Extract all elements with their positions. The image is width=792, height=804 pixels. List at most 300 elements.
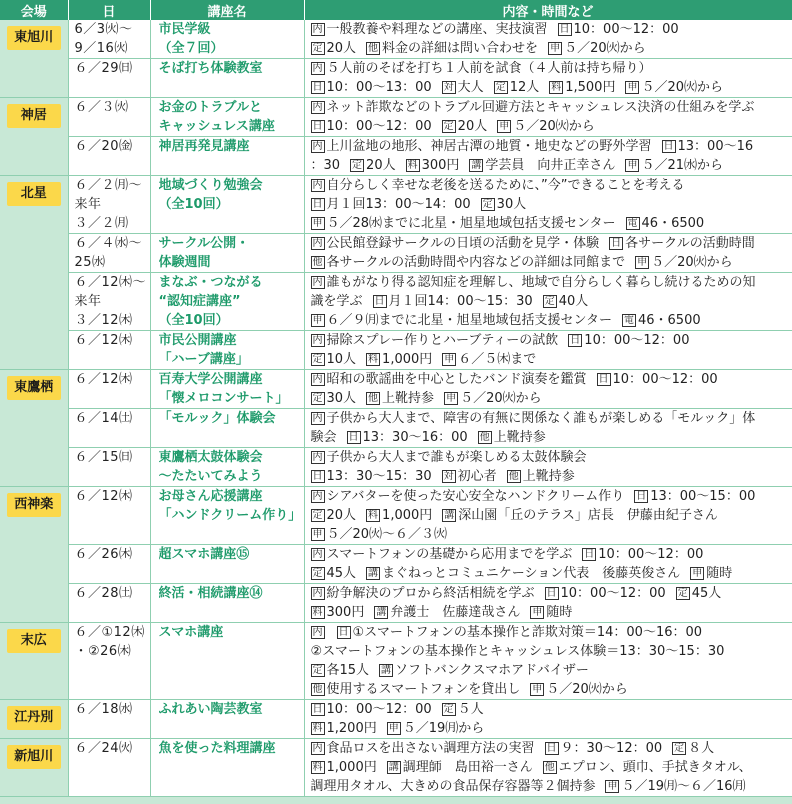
info-text: 10：00～12：00 [598,547,704,562]
table-row [0,370,792,409]
course-name-line: 魚を使った料理講座 [158,741,276,756]
info-text: 10：00～12：00 [584,333,690,348]
info-line [311,680,788,699]
date-line: ３／２㈪ [74,216,129,231]
date-cell [68,584,150,623]
info-line [311,719,788,738]
info-text: ５／20㈫から [546,682,628,697]
info-text: 20人 [326,508,357,523]
info-line [311,758,788,777]
date-line: 来年 [74,197,102,212]
date-line: 来年 [74,294,102,309]
info-text: 45人 [326,566,357,581]
info-cell [304,370,792,409]
info-text: ８人 [688,741,715,756]
info-tag-icon: 定 [544,296,555,307]
info-text: 使用するスマートフォンを貸出し [326,682,521,697]
info-tag-icon: 定 [312,665,323,676]
venue-label: 新旭川 [7,745,61,769]
info-tag-icon: 日 [374,296,385,307]
info-tag-icon: 日 [611,238,622,249]
info-tag-icon: 申 [627,82,638,93]
info-text: 深山園「丘のテラス」店長 伊藤由紀子さん [458,508,718,523]
course-name-line: お金のトラブルと [158,100,262,115]
course-name-cell [150,137,304,176]
info-tag-icon: 定 [352,160,363,171]
header-course: 講座名 [150,0,304,20]
venue-label: 西神楽 [7,493,61,517]
table-row [0,234,792,273]
course-name-cell [150,545,304,584]
date-line: ６／２㈪～ [74,178,143,193]
info-text: 子供から大人まで誰もが楽しめる太鼓体験会 [326,450,587,465]
info-text: 各15人 [326,663,370,678]
table-row [0,739,792,797]
info-text: 子供から大人まで、障害の有無に関係なく誰もが楽しめる「モルック」体 [326,411,756,426]
info-text: 46・6500 [641,216,705,231]
course-name-line: 東鷹栖太鼓体験会 [158,450,263,465]
info-tag-icon: 申 [532,607,543,618]
info-text: ５人 [457,702,484,717]
course-name-cell [150,234,304,273]
info-text: 10：00～13：00 [326,80,432,95]
info-text: ソフトバンクスマホアドバイザー [395,663,589,678]
info-text: 10：00～12：00 [326,702,432,717]
table-row [0,176,792,234]
course-name-line: 神居再発見講座 [158,139,250,154]
info-tag-icon: 講 [388,762,399,773]
info-tag-icon: 料 [551,82,562,93]
info-text: ６／９㈪までに北星・旭星地域包括支援センター [326,313,612,328]
date-cell [68,739,150,797]
info-tag-icon: 日 [663,141,674,152]
info-tag-icon: 対 [443,471,454,482]
info-text: 一般教養や料理などの講座、実技演習 [326,22,548,37]
info-tag-icon: 他 [479,432,490,443]
info-cell [304,448,792,487]
info-tag-icon: 申 [388,723,399,734]
info-tag-icon: 日 [598,374,609,385]
info-tag-icon: 内 [312,141,323,152]
info-text: 月１回14：00～15：30 [388,294,533,309]
course-name-line: サークル公開・ [158,236,250,251]
info-line [311,292,788,311]
info-tag-icon: 定 [312,510,323,521]
info-line [311,739,788,758]
header-content: 内容・時間など [304,0,792,20]
info-line [311,642,788,661]
date-line: ６／15㈰ [74,450,133,465]
course-name-cell [150,370,304,409]
info-tag-icon: 料 [368,354,379,365]
info-text: ５／28㈬までに北星・旭星地域包括支援センター [326,216,616,231]
info-text: 300円 [326,605,365,620]
info-text: 1,500円 [565,80,616,95]
info-text: 公民館登録サークルの日頃の活動を見学・体験 [326,236,600,251]
venue-label: 神居 [7,104,61,128]
info-line [311,20,788,39]
date-line: ６／①12㈭ [74,625,145,640]
table-row [0,487,792,545]
info-tag-icon: 定 [312,568,323,579]
info-cell [304,584,792,623]
table-row [0,20,792,59]
date-cell [68,623,150,700]
info-text: ６／５㈭まで [458,352,537,367]
venue-cell [0,700,68,739]
info-line [311,564,788,583]
date-cell [68,448,150,487]
info-line [311,584,788,603]
info-tag-icon: 内 [312,413,323,424]
info-line [311,545,788,564]
info-tag-icon: 日 [338,627,349,638]
info-line [311,623,788,642]
info-tag-icon: 日 [636,491,647,502]
info-text: 掃除スプレー作りとハーブティーの試飲 [326,333,559,348]
venue-label: 東旭川 [7,26,61,50]
course-name-line: 地域づくり勉強会 [158,178,263,193]
info-text: 10：00～12：00 [573,22,679,37]
info-cell [304,234,792,273]
table-row [0,545,792,584]
info-text: 各サークルの活動時間 [625,236,755,251]
info-text: ５／19㈪から [402,721,485,736]
info-tag-icon: 定 [443,704,454,715]
info-line [311,700,788,719]
info-tag-icon: 講 [381,665,392,676]
info-line [311,428,788,447]
info-text: ５／19㈪～６／16㈪ [621,779,746,794]
info-tag-icon: 申 [637,257,648,268]
info-line [311,409,788,428]
table-body [0,20,792,797]
date-cell [68,370,150,409]
info-text: 随時 [706,566,733,581]
info-text: 随時 [546,605,573,620]
info-line [311,506,788,525]
info-tag-icon: 他 [368,393,379,404]
info-text: 上靴持参 [493,430,546,445]
info-cell [304,409,792,448]
course-name-line: 超スマホ講座⑮ [158,547,250,562]
info-tag-icon: 講 [471,160,482,171]
info-text: 13：30～15：30 [326,469,432,484]
table-row [0,273,792,331]
venue-cell [0,176,68,370]
course-name-cell [150,409,304,448]
info-tag-icon: 定 [312,354,323,365]
date-cell [68,331,150,370]
info-line [311,370,788,389]
info-tag-icon: 申 [312,529,323,540]
course-name-line: 百寿大学公開講座 [158,372,263,387]
info-tag-icon: 日 [312,704,323,715]
info-cell [304,20,792,59]
course-name-line: 「ハーブ講座」 [158,352,249,367]
info-text: 20人 [457,119,488,134]
info-text: 10：00～12：00 [612,372,718,387]
info-tag-icon: 他 [312,684,323,695]
info-tag-icon: 定 [312,43,323,54]
info-line [311,487,788,506]
date-line: ６／26㈭ [74,547,133,562]
header-venue: 会場 [0,0,68,20]
info-text: 大人 [457,80,484,95]
info-text: 10：00～12：00 [326,119,432,134]
header-row [0,0,792,20]
date-cell [68,176,150,234]
table-row [0,700,792,739]
info-tag-icon: 日 [570,335,581,346]
info-tag-icon: 料 [312,723,323,734]
info-tag-icon: 内 [312,452,323,463]
course-name-line: （全10回） [158,197,229,212]
info-line [311,273,788,292]
info-line [311,389,788,408]
info-text: ５／20㈫から [641,80,723,95]
course-name-line: ふれあい陶芸教室 [158,702,263,717]
course-name-line: まなぶ・つながる [158,275,263,290]
info-text: 20人 [326,41,357,56]
info-tag-icon: 定 [677,588,688,599]
info-text: 自分らしく幸せな老後を送るために、”今”できることを考える [326,178,685,193]
info-text: 識を学ぶ [310,294,363,309]
info-text: 験会 [310,430,337,445]
course-name-line: そば打ち体験教室 [158,61,263,76]
info-text: ５／20㈫～６／３㈫ [326,527,448,542]
info-text: 初心者 [457,469,497,484]
venue-label: 末広 [7,629,61,653]
table-row [0,584,792,623]
info-tag-icon: 申 [692,568,703,579]
info-tag-icon: 申 [532,684,543,695]
course-name-cell [150,176,304,234]
info-tag-icon: 内 [312,588,323,599]
date-cell [68,273,150,331]
info-text: ５／20㈫から [513,119,595,134]
info-cell [304,623,792,700]
info-tag-icon: 申 [444,354,455,365]
date-line: ６／29㈰ [74,61,133,76]
info-tag-icon: 日 [546,588,557,599]
info-text: エプロン、頭巾、手拭きタオル、 [558,760,752,775]
info-tag-icon: 申 [446,393,457,404]
info-tag-icon: 定 [482,199,493,210]
info-cell [304,331,792,370]
info-text: 弁護士 佐藤達哉さん [390,605,521,620]
course-name-line: （全10回） [158,313,229,328]
info-line [311,311,788,330]
course-name-cell [150,59,304,98]
info-tag-icon: 講 [376,607,387,618]
venue-cell [0,20,68,98]
info-tag-icon: 日 [312,471,323,482]
venue-label: 東鷹栖 [7,376,61,400]
info-text: ５人前のそばを打ち１人前を試食（４人前は持ち帰り） [326,61,652,76]
info-tag-icon: 申 [550,43,561,54]
info-cell [304,273,792,331]
info-text: 10：00～12：00 [560,586,666,601]
info-text: ５／20㈫から [460,391,542,406]
course-name-line: “認知症講座” [158,294,241,309]
course-name-line: ～たたいてみよう [158,469,263,484]
info-tag-icon: 他 [508,471,519,482]
info-text: 300円 [421,158,460,173]
info-tag-icon: 定 [312,393,323,404]
info-text: 20人 [366,158,396,173]
course-name-cell [150,98,304,137]
info-text: シアバターを使った安心安全なハンドクリーム作り [326,489,625,504]
info-tag-icon: 日 [312,121,323,132]
date-cell [68,409,150,448]
course-name-line: 終活・相続講座⑭ [158,586,263,601]
info-tag-icon: 日 [546,743,557,754]
info-tag-icon: 内 [312,238,323,249]
info-text: 13：30～16：00 [362,430,468,445]
course-name-line: 市民学級 [158,22,211,37]
info-text: ５／20㈫から [564,41,646,56]
table-row [0,98,792,137]
info-cell [304,545,792,584]
info-line [311,603,788,622]
info-tag-icon: 日 [312,199,323,210]
info-tag-icon: 日 [348,432,359,443]
course-name-line: スマホ講座 [158,625,224,640]
date-line: ３／12㈭ [74,313,133,328]
date-cell [68,137,150,176]
info-text: 調理師 島田裕一さん [402,760,533,775]
course-name-cell [150,623,304,700]
info-line [311,156,788,175]
course-name-cell [150,331,304,370]
date-cell [68,234,150,273]
info-text: 上靴持参 [382,391,435,406]
info-text: ９：30～12：00 [560,741,663,756]
date-line: ６／14㈯ [74,411,133,426]
date-line: 9／16㈫ [74,41,128,56]
date-line: 25㈬ [74,255,106,270]
date-cell [68,98,150,137]
info-line [311,137,788,156]
info-text: 10人 [326,352,357,367]
info-cell [304,137,792,176]
info-line [311,214,788,233]
info-line [311,253,788,272]
info-text: 30人 [496,197,527,212]
info-tag-icon: 他 [544,762,555,773]
course-name-cell [150,700,304,739]
date-line: ６／28㈯ [74,586,133,601]
info-text: 40人 [558,294,589,309]
table-row [0,448,792,487]
info-line [311,59,788,78]
info-tag-icon: 料 [368,510,379,521]
course-name-cell [150,273,304,331]
info-text: まぐねっとコミュニケーション代表 後藤英俊さん [382,566,681,581]
info-text: スマートフォンの基礎から応用までを学ぶ [326,547,573,562]
info-text: 昭和の歌謡曲を中心としたバンド演奏を鑑賞 [326,372,587,387]
info-tag-icon: 内 [312,24,323,35]
date-line: ・②26㈭ [74,644,132,659]
info-text: 各サークルの活動時間や内容などの詳細は同館まで [326,255,626,270]
info-cell [304,487,792,545]
table-row [0,409,792,448]
date-line: ６／12㈭ [74,333,133,348]
course-name-line: （全７回） [158,41,224,56]
course-name-cell [150,739,304,797]
info-tag-icon: 対 [443,82,454,93]
course-name-line: 体験週間 [158,255,211,270]
date-cell [68,487,150,545]
info-tag-icon: 内 [312,63,323,74]
course-name-cell [150,584,304,623]
venue-cell [0,487,68,623]
info-tag-icon: 申 [312,315,323,326]
date-line: 6／3㈫～ [74,22,133,37]
info-cell [304,98,792,137]
info-cell [304,739,792,797]
info-tag-icon: 他 [312,257,323,268]
info-tag-icon: 講 [444,510,455,521]
info-tag-icon: 電 [627,218,638,229]
info-tag-icon: 講 [368,568,379,579]
info-line [311,467,788,486]
table-row [0,137,792,176]
info-text: 13：00～16 [677,139,754,154]
date-cell [68,545,150,584]
table-row [0,623,792,700]
info-tag-icon: 日 [584,549,595,560]
info-tag-icon: 申 [607,781,618,792]
info-tag-icon: 日 [312,82,323,93]
date-line: ６／12㈭～ [74,275,147,290]
date-line: ６／３㈫ [74,100,129,115]
info-text: 1,000円 [382,508,433,523]
info-text: 学芸員 向井正幸さん [485,158,616,173]
info-text: 12人 [509,80,540,95]
date-cell [68,700,150,739]
info-text: 誰もがなり得る認知症を理解し、地域で自分らしく暮らし続けるための知 [326,275,756,290]
info-tag-icon: 内 [312,627,323,638]
info-tag-icon: 電 [623,315,634,326]
course-name-cell [150,487,304,545]
date-line: ６／12㈭ [74,372,133,387]
info-tag-icon: 内 [312,180,323,191]
course-name-cell [150,20,304,59]
info-tag-icon: 内 [312,491,323,502]
info-text: 46・6500 [637,313,701,328]
info-text: 上靴持参 [522,469,575,484]
info-line [311,350,788,369]
venue-cell [0,370,68,487]
date-line: ６／４㈬～ [74,236,143,251]
course-name-cell [150,448,304,487]
info-tag-icon: 申 [627,160,638,171]
course-name-line: 市民公開講座 [158,333,237,348]
info-tag-icon: 定 [674,743,685,754]
venue-label: 北星 [7,182,61,206]
info-tag-icon: 料 [312,762,323,773]
info-text: 月１回13：00～14：00 [326,197,471,212]
info-text: ①スマートフォンの基本操作と詐欺対策＝14：00～16：00 [352,625,703,640]
course-name-line: お母さん応援講座 [158,489,263,504]
info-tag-icon: 他 [368,43,379,54]
info-text: 調理用タオル、大きめの食品保存容器等２個持参 [310,779,596,794]
venue-label: 江丹別 [7,706,61,730]
info-tag-icon: 定 [443,121,454,132]
info-line [311,525,788,544]
